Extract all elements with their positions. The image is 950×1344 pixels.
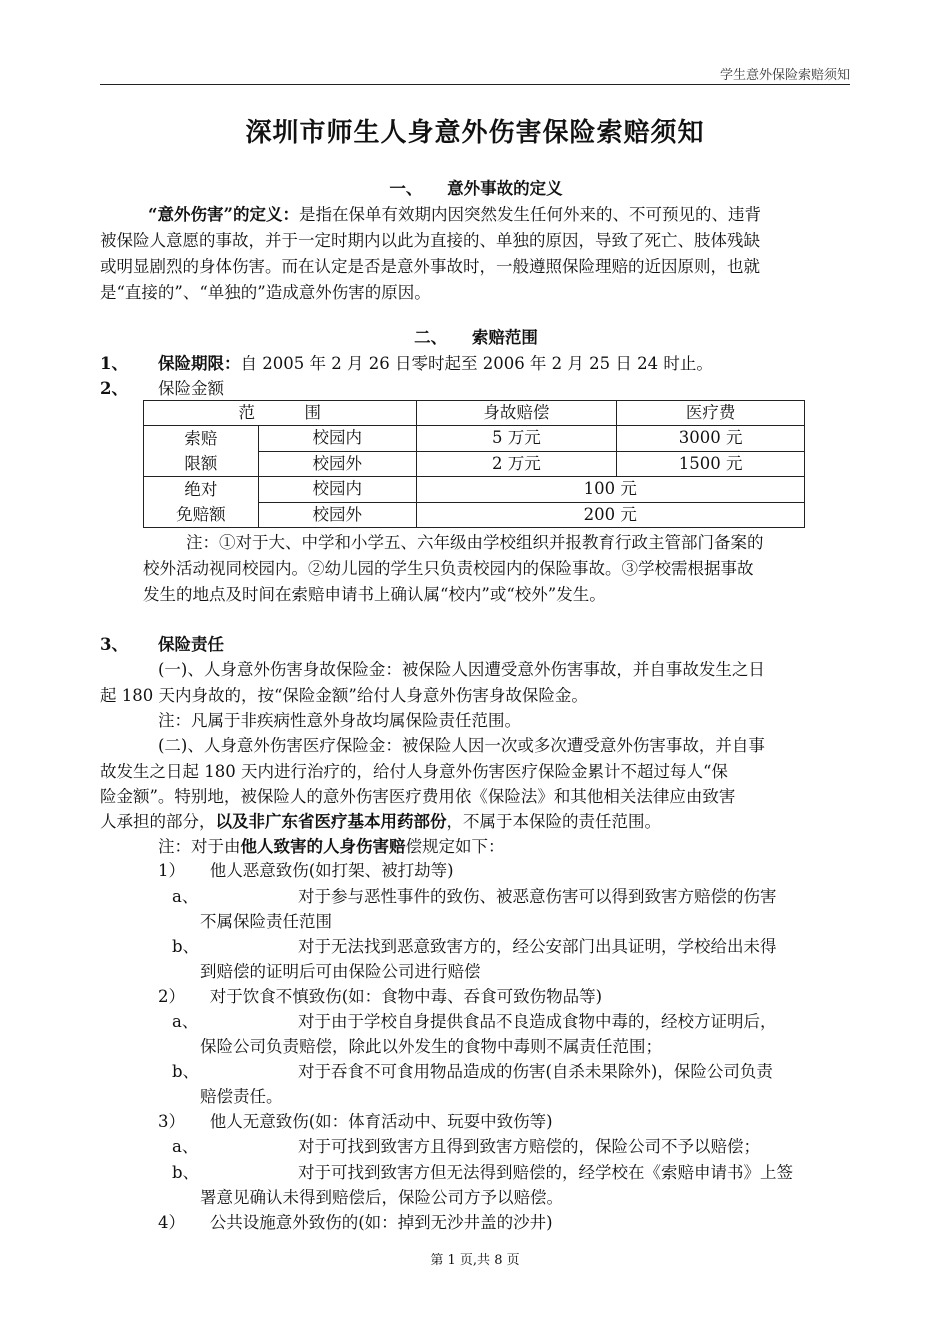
item1-label: 保险期限：: [158, 354, 241, 373]
medical-value-cell: 3000 元: [617, 426, 805, 452]
section1-para-line: 是“直接的”、“单独的”造成意外伤害的原因。: [100, 283, 431, 302]
header-death-benefit: 身故赔偿: [416, 401, 617, 426]
item1-number: 1、: [100, 354, 128, 373]
sub-item: 4） 公共设施意外致伤的(如：掉到无沙井盖的沙井): [158, 1213, 553, 1232]
section3-number: 3、: [100, 635, 128, 654]
definition-term: “意外伤害”的定义：: [148, 205, 299, 224]
header-rule: [100, 84, 850, 85]
deductible-cell: 绝对 免赔额: [144, 477, 259, 528]
page-footer: 第 1 页,共 8 页: [430, 1253, 520, 1268]
body-line: (二)、人身意外伤害医疗保险金：被保险人因一次或多次遭受意外伤害事故，并自事: [158, 736, 765, 755]
sub-sub-item: b、 对于可找到致害方但无法得到赔偿的，经学校在《索赔申请书》上签: [172, 1163, 793, 1182]
sub-sub-item: a、 对于可找到致害方且得到致害方赔偿的，保险公司不予以赔偿；: [172, 1137, 760, 1156]
sub-sub-item: a、 对于参与恶性事件的致伤、被恶意伤害可以得到致害方赔偿的伤害: [172, 887, 777, 906]
claim-limit-cell: 索赔 限额: [144, 426, 259, 477]
item1: [100, 351, 852, 377]
sub-item: 2） 对于饮食不慎致伤(如：食物中毒、吞食可致伤物品等): [158, 987, 603, 1006]
item1-text: 自 2005 年 2 月 26 日零时起至 2006 年 2 月 25 日 24 时止。: [240, 354, 713, 373]
definition-text: 是指在保单有效期内因突然发生任何外来的、不可预见的、违背: [298, 205, 761, 224]
sub-sub-item-cont: 赔偿责任。: [200, 1087, 283, 1106]
sub-sub-item: a、 对于由于学校自身提供食品不良造成食物中毒的，经校方证明后，: [172, 1012, 777, 1031]
sub-item: 1） 他人恶意致伤(如打架、被打劫等): [158, 861, 454, 880]
sub-sub-item-cont: 不属保险责任范围: [200, 912, 332, 931]
body-line: 人承担的部分，以及非广东省医疗基本用药部份，不属于本保险的责任范围。: [100, 812, 661, 831]
death-value-cell: 5 万元: [416, 426, 617, 452]
item2: [100, 376, 852, 402]
body-line: 险金额”。特别地，被保险人的意外伤害医疗费用依《保险法》和其他相关法律应由致害: [100, 787, 736, 806]
sub-sub-item-cont: 到赔偿的证明后可由保险公司进行赔偿: [200, 962, 481, 981]
bold-phrase: 他人致害的人身伤害赔: [240, 837, 406, 856]
item2-number: 2、: [100, 379, 128, 398]
header-scope: 范 围: [144, 401, 417, 426]
body-line: 故发生之日起 180 天内进行治疗的，给付人身意外伤害医疗保险金累计不超过每人“保: [100, 762, 728, 781]
body-line: (一)、人身意外伤害身故保险金：被保险人因遭受意外伤害事故，并自事故发生之日: [158, 660, 765, 679]
section1-heading: 一、 意外事故的定义: [389, 179, 563, 198]
header-medical: 医疗费: [617, 401, 805, 426]
death-value-cell: 2 万元: [416, 451, 617, 477]
sub-sub-item: b、 对于吞食不可食用物品造成的伤害(自杀未果除外)，保险公司负责: [172, 1062, 773, 1081]
deductible-value-cell: 200 元: [416, 502, 804, 528]
table-note-line: 校外活动视同校园内。②幼儿园的学生只负责校园内的保险事故。③学校需根据事故: [143, 559, 754, 578]
body-line: 注：对于由他人致害的人身伤害赔偿规定如下：: [158, 837, 505, 856]
sub-sub-item-cont: 保险公司负责赔偿，除此以外发生的食物中毒则不属责任范围；: [200, 1037, 662, 1056]
table-note-line: 发生的地点及时间在索赔申请书上确认属“校内”或“校外”发生。: [143, 585, 606, 604]
document-title: 深圳市师生人身意外伤害保险索赔须知: [245, 118, 705, 148]
section3-heading: [100, 632, 852, 658]
bold-exclusion: 以及非广东省医疗基本用药部份: [215, 812, 447, 831]
sub-item: 3） 他人无意致伤(如：体育活动中、玩耍中致伤等): [158, 1112, 553, 1131]
section1-para-line: 或明显剧烈的身体伤害。而在认定是否是意外事故时，一般遵照保险理赔的近因原则，也就: [100, 257, 760, 276]
campus-out-cell: 校园外: [258, 502, 416, 528]
insurance-amount-table: [143, 400, 805, 528]
section1-para-line: 被保险人意愿的事故，并于一定时期内以此为直接的、单独的原因，导致了死亡、肢体残缺: [100, 231, 760, 250]
medical-value-cell: 1500 元: [617, 451, 805, 477]
campus-out-cell: 校园外: [258, 451, 416, 477]
body-line: 注：凡属于非疾病性意外身故均属保险责任范围。: [158, 711, 521, 730]
table-note-line: 注：①对于大、中学和小学五、六年级由学校组织并报教育行政主管部门备案的: [186, 533, 764, 552]
campus-in-cell: 校园内: [258, 477, 416, 503]
section2-heading: 二、 索赔范围: [414, 328, 538, 347]
campus-in-cell: 校园内: [258, 426, 416, 452]
deductible-value-cell: 100 元: [416, 477, 804, 503]
sub-sub-item: b、 对于无法找到恶意致害方的，经公安部门出具证明，学校给出未得: [172, 937, 777, 956]
table-header-row: [144, 401, 805, 426]
table-row: [144, 426, 805, 452]
section1-para-line: [100, 202, 852, 228]
item2-label: 保险金额: [158, 379, 224, 398]
body-line: 起 180 天内身故的，按“保险金额”给付人身意外伤害身故保险金。: [100, 686, 588, 705]
section3-label: 保险责任: [158, 635, 224, 654]
sub-sub-item-cont: 署意见确认未得到赔偿后，保险公司方予以赔偿。: [200, 1188, 563, 1207]
table-row: [144, 477, 805, 503]
running-header: 学生意外保险索赔须知: [719, 68, 850, 83]
